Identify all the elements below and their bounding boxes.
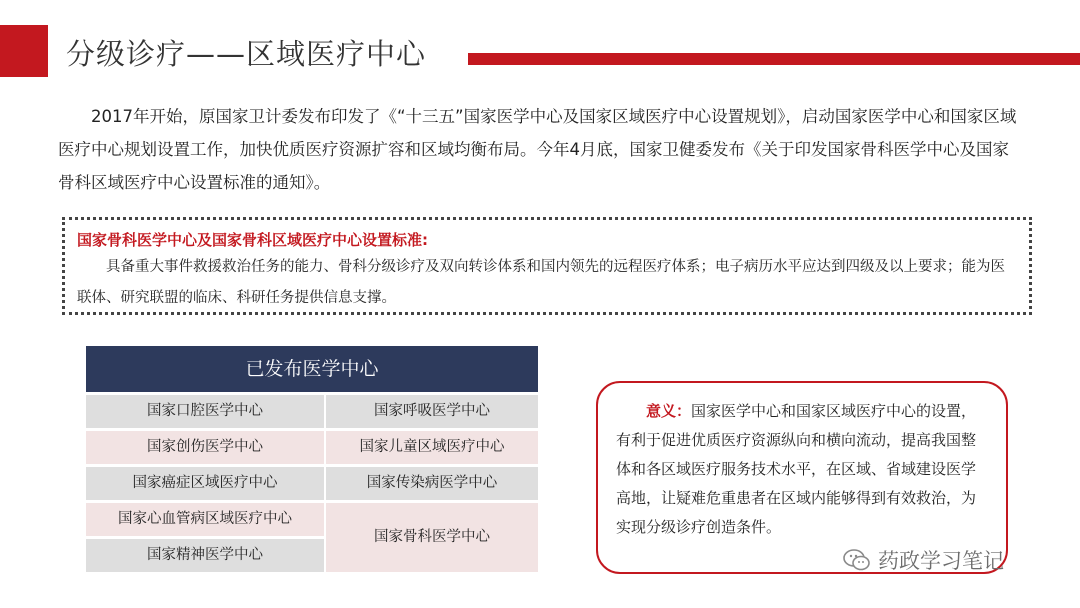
standard-body: 具备重大事件救援救治任务的能力、骨科分级诊疗及双向转诊体系和国内领先的远程医疗体系；电子病历水平应达到四级及以上要求；能为医联体、研究联盟的临床、科研任务提供信息支撑。	[77, 259, 1005, 306]
meaning-label: 意义：	[646, 402, 692, 420]
watermark	[842, 545, 1004, 575]
table-cell: 国家儿童区域医疗中心	[326, 431, 538, 464]
slide-title: 分级诊疗——区域医疗中心	[66, 37, 427, 71]
standard-title: 国家骨科医学中心及国家骨科区域医疗中心设置标准:	[77, 231, 429, 249]
table-cell: 国家骨科医学中心	[326, 503, 538, 572]
table-header: 已发布医学中心	[86, 346, 538, 392]
intro-paragraph: 2017年开始，原国家卫计委发布印发了《“十三五”国家医学中心及国家区域医疗中心设置规划》，启动国家医学中心和国家区域医疗中心规划设置工作，加快优质医疗资源扩容和区域均衡布局。今年4月底，国家卫健委发布《关于印发国家骨科医学中心及国家骨科区域医疗中心设置标准的通知》。	[58, 107, 1017, 192]
table-cell: 国家精神医学中心	[86, 539, 324, 572]
table-cell: 国家传染病医学中心	[326, 467, 538, 500]
title-accent-block	[0, 25, 48, 77]
table-cell: 国家呼吸医学中心	[326, 395, 538, 428]
meaning-text: 国家医学中心和国家区域医疗中心的设置，有利于促进优质医疗资源纵向和横向流动，提高我国整体和各区域医疗服务技术水平，在区域、省域建设医学高地，让疑难危重患者在区域内能够得到有效救治，为实现分级诊疗创造条件。	[616, 402, 977, 536]
watermark-text: 药政学习笔记	[878, 549, 1004, 573]
table-cell: 国家口腔医学中心	[86, 395, 324, 428]
table-cell: 国家心血管病区域医疗中心	[86, 503, 324, 536]
table-cell: 国家创伤医学中心	[86, 431, 324, 464]
standard-box	[62, 217, 1032, 315]
wechat-icon	[842, 547, 872, 573]
meaning-paragraph	[616, 397, 988, 542]
title-accent-bar	[468, 53, 1080, 65]
medical-center-table	[86, 346, 538, 575]
table-cell: 国家癌症区域医疗中心	[86, 467, 324, 500]
